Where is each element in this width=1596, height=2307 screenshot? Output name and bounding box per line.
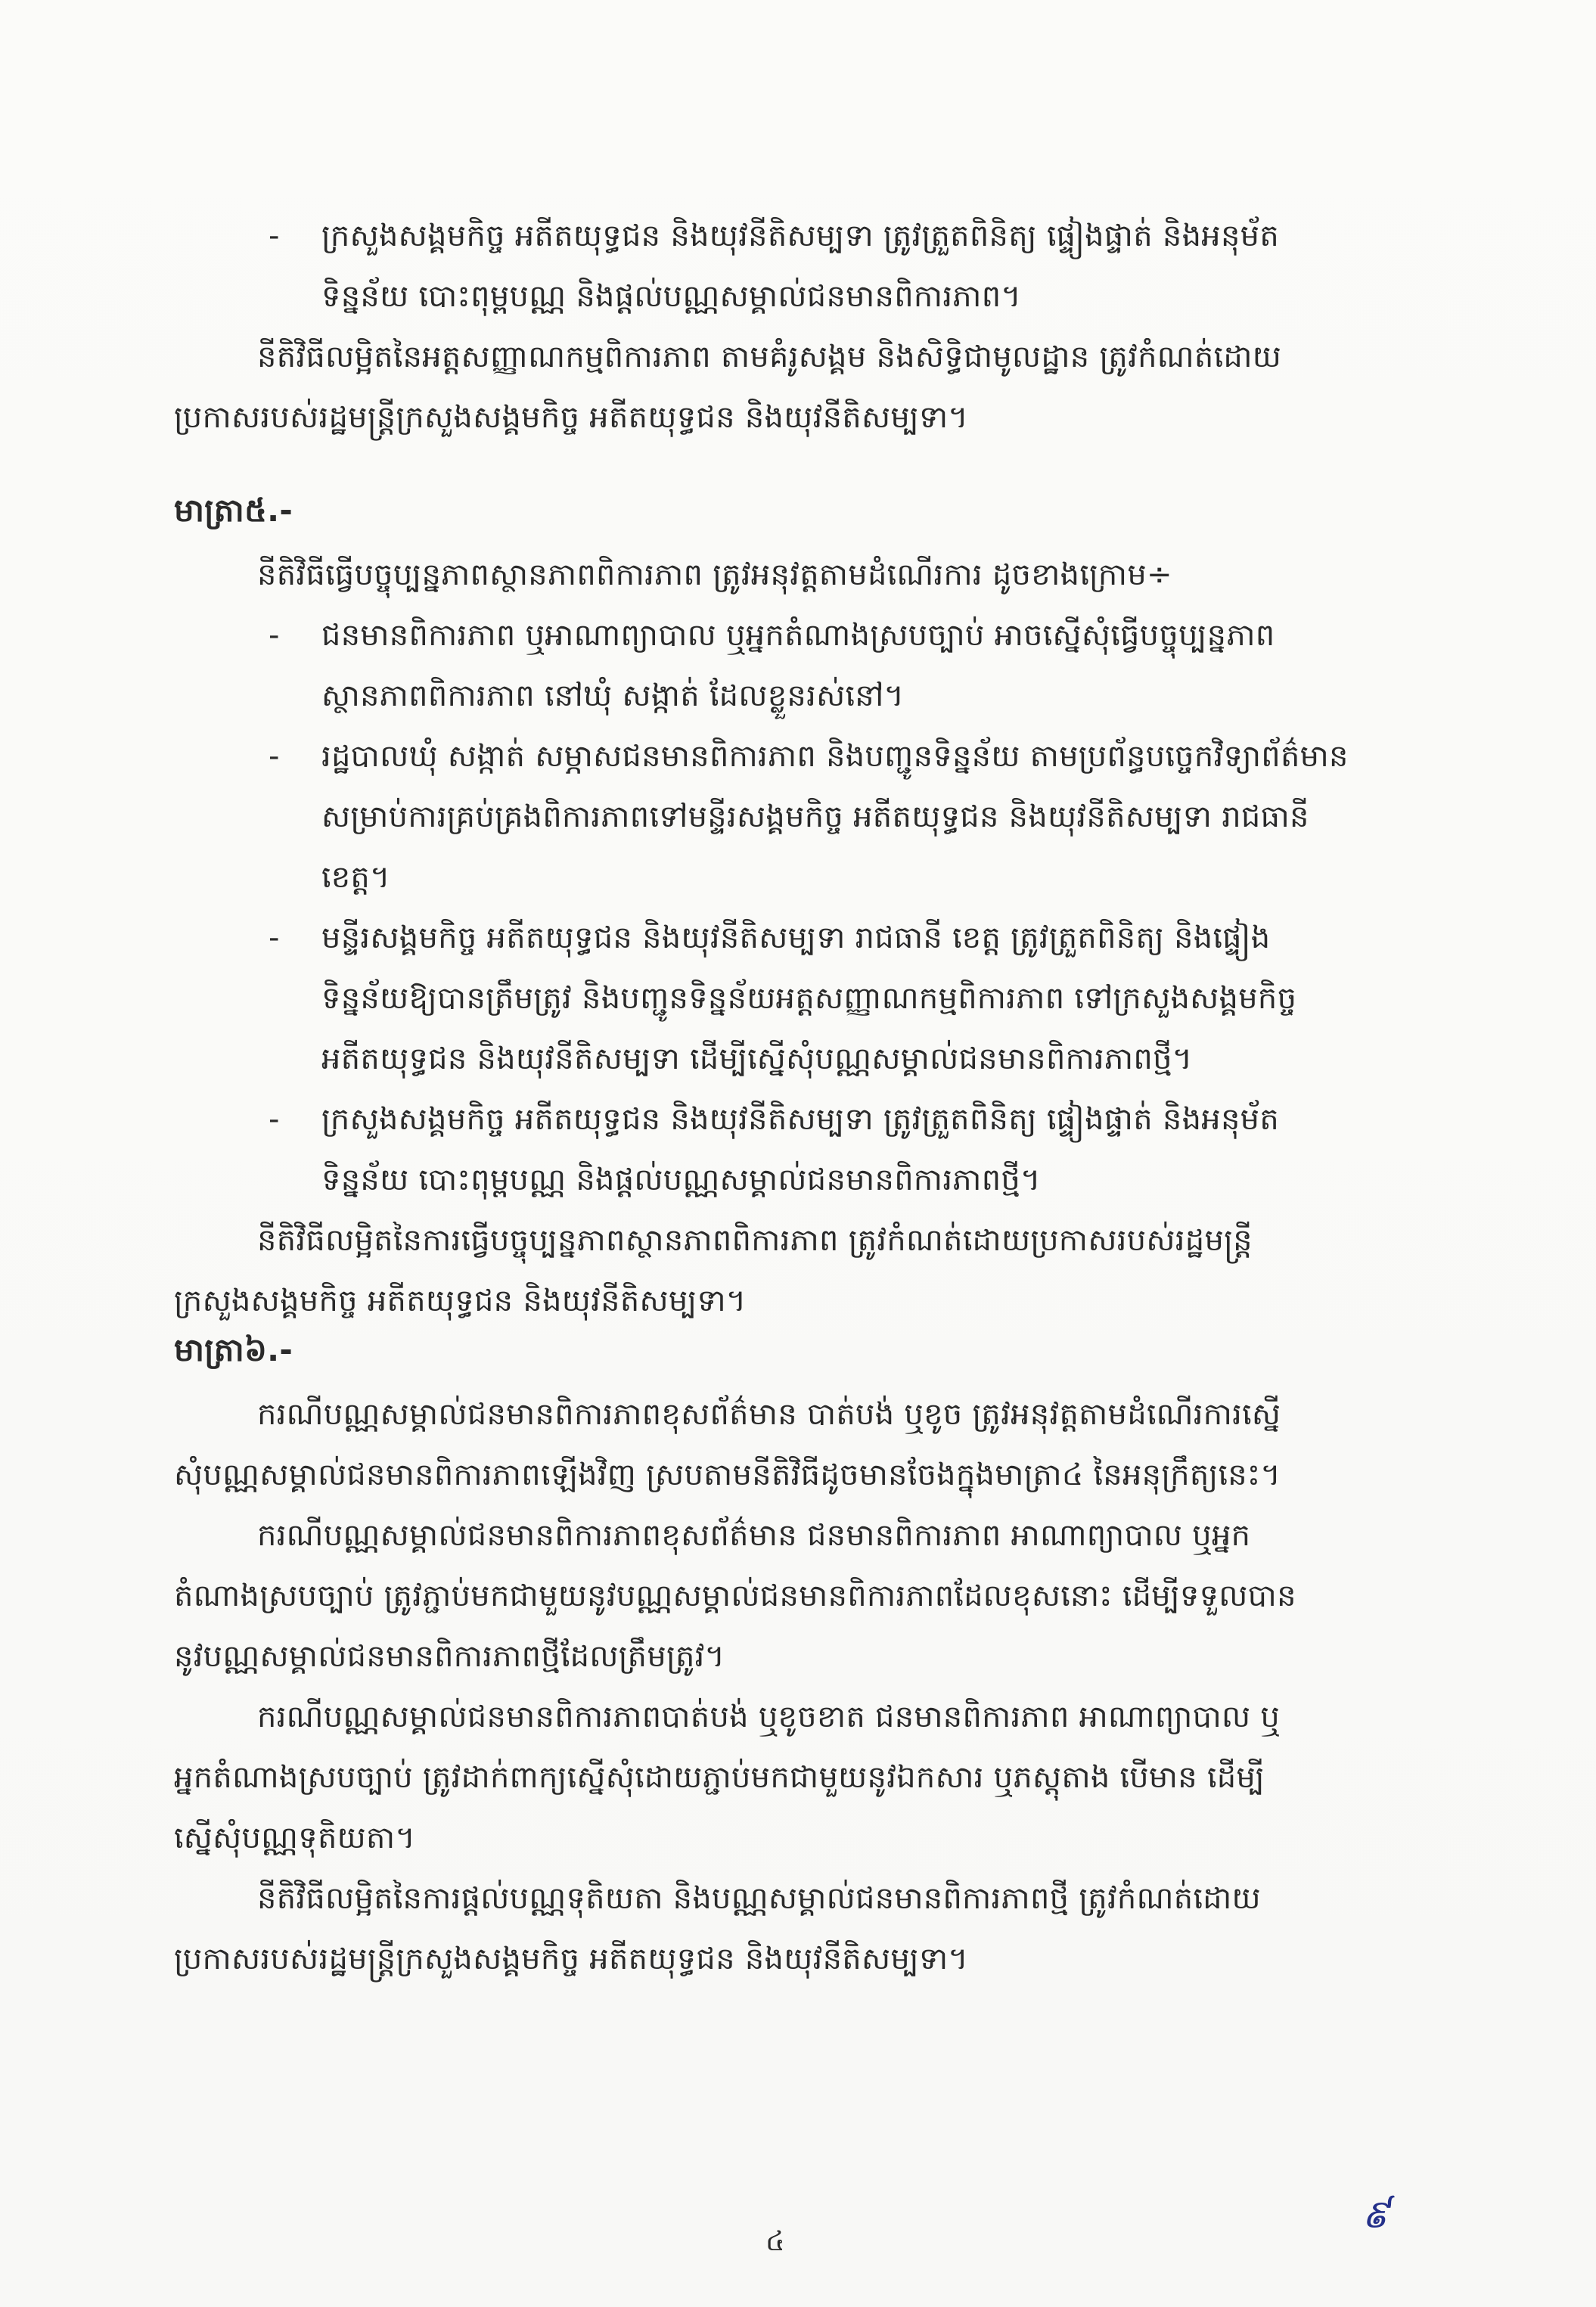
bullet-continuation	[174, 1029, 1399, 1089]
bullet-dash: -	[269, 739, 280, 774]
bullet-continuation	[174, 266, 1399, 327]
article-5-intro: នីតិវិធីធ្វើបច្ចុប្បន្នភាពស្ថានភាពពិការភាព ត្រូវអនុវត្តតាមដំណើរការ ដូចខាងក្រោម÷	[257, 557, 1172, 592]
paragraph-line: ប្រកាសរបស់រដ្ឋមន្ត្រីក្រសួងសង្គមកិច្ច អតីតយុទ្ធជន និងយុវនីតិសម្បទា។	[174, 1942, 969, 1976]
page-number: ៤	[765, 2226, 785, 2257]
bullet-line: ជនមានពិការភាព ឬអាណាព្យាបាល ឬអ្នកតំណាងស្របច្បាប់ អាចស្នើសុំធ្វើបច្ចុប្បន្នភាព	[321, 618, 1275, 653]
bullet-line: ក្រសួងសង្គមកិច្ច អតីតយុទ្ធជន និងយុវនីតិសម្បទា ត្រូវត្រួតពិនិត្យ ផ្ទៀងផ្ទាត់ និងអនុម័ត	[321, 219, 1280, 253]
bullet-line: ទិន្នន័យ បោះពុម្ពបណ្ណ និងផ្តល់បណ្ណសម្គាល់ជនមានពិការភាព។	[321, 279, 1022, 314]
article-5-heading: មាត្រា៥.-	[174, 492, 293, 529]
bullet-line: ខេត្ត។	[321, 860, 390, 895]
bullet-dash: -	[269, 618, 280, 653]
bullet-item	[174, 206, 1399, 266]
bullet-continuation	[174, 787, 1399, 847]
bullet-item	[174, 908, 1399, 968]
handwritten-page-stamp: ៩	[1362, 2192, 1390, 2237]
bullet-line: ក្រសួងសង្គមកិច្ច អតីតយុទ្ធជន និងយុវនីតិសម្បទា ត្រូវត្រួតពិនិត្យ ផ្ទៀងផ្ទាត់ និងអនុម័ត	[321, 1102, 1280, 1137]
bullet-dash: -	[269, 219, 280, 253]
article-6-heading: មាត្រា៦.-	[174, 1331, 293, 1368]
paragraph-line: ស្នើសុំបណ្ណទុតិយតា។	[174, 1821, 416, 1855]
paragraph-line: នីតិវិធីលម្អិតនៃការធ្វើបច្ចុប្បន្នភាពស្ថានភាពពិការភាព ត្រូវកំណត់ដោយប្រកាសរបស់រដ្ឋមន្ត្រី	[257, 1223, 1253, 1258]
paragraph-line: ករណីបណ្ណសម្គាល់ជនមានពិការភាពខុសព័ត៌មាន បាត់បង់ ឬខូច ត្រូវអនុវត្តតាមដំណើរការស្នើ	[257, 1397, 1281, 1432]
article-5-section	[174, 477, 1399, 1331]
paragraph-line: ក្រសួងសង្គមកិច្ច អតីតយុទ្ធជន និងយុវនីតិសម្បទា។	[174, 1284, 747, 1318]
bullet-line: ទិន្នន័យ បោះពុម្ពបណ្ណ និងផ្តល់បណ្ណសម្គាល់ជនមានពិការភាពថ្មី។	[321, 1163, 1041, 1197]
bullet-continuation	[174, 968, 1399, 1029]
paragraph-line: ប្រកាសរបស់រដ្ឋមន្ត្រីក្រសួងសង្គមកិច្ច អតីតយុទ្ធជន និងយុវនីតិសម្បទា។	[174, 400, 969, 435]
paragraph-line: ករណីបណ្ណសម្គាល់ជនមានពិការភាពខុសព័ត៌មាន ជនមានពិការភាព អាណាព្យាបាល ឬអ្នក	[257, 1518, 1251, 1553]
bullet-line: អតីតយុទ្ធជន និងយុវនីតិសម្បទា ដើម្បីស្នើសុំបណ្ណសម្គាល់ជនមានពិការភាពថ្មី។	[321, 1042, 1193, 1076]
paragraph-line: ករណីបណ្ណសម្គាល់ជនមានពិការភាពបាត់បង់ ឬខូចខាត ជនមានពិការភាព អាណាព្យាបាល ឬ	[257, 1700, 1281, 1734]
paragraph-line: នីតិវិធីលម្អិតនៃការផ្តល់បណ្ណទុតិយតា និងបណ្ណសម្គាល់ជនមានពិការភាពថ្មី ត្រូវកំណត់ដោយ	[257, 1881, 1261, 1916]
bullet-item	[174, 726, 1399, 787]
paragraph-line: តំណាងស្របច្បាប់ ត្រូវភ្ជាប់មកជាមួយនូវបណ្ណសម្គាល់ជនមានពិការភាពដែលខុសនោះ ដើម្បីទទួលបាន	[174, 1579, 1296, 1613]
paragraph-line: សុំបណ្ណសម្គាល់ជនមានពិការភាពឡើងវិញ ស្របតាមនីតិវិធីដូចមានចែងក្នុងមាត្រា៤ នៃអនុក្រឹត្យនេះ។	[174, 1458, 1281, 1492]
bullet-continuation	[174, 666, 1399, 726]
paragraph-line: នីតិវិធីលម្អិតនៃអត្តសញ្ញាណកម្មពិការភាព តាមគំរូសង្គម និងសិទ្ធិជាមូលដ្ឋាន ត្រូវកំណត់ដោយ	[257, 340, 1282, 374]
bullet-line: មន្ទីរសង្គមកិច្ច អតីតយុទ្ធជន និងយុវនីតិសម្បទា រាជធានី ខេត្ត ត្រូវត្រួតពិនិត្យ និងផ្ទៀង	[321, 921, 1271, 955]
bullet-item	[174, 605, 1399, 666]
bullet-continuation	[174, 847, 1399, 908]
bullet-line: ទិន្នន័យឱ្យបានត្រឹមត្រូវ និងបញ្ជូនទិន្នន័យអត្តសញ្ញាណកម្មពិការភាព ទៅក្រសួងសង្គមកិច្ច	[321, 981, 1297, 1016]
bullet-line: សម្រាប់ការគ្រប់គ្រងពិការភាពទៅមន្ទីរសង្គមកិច្ច អតីតយុទ្ធជន និងយុវនីតិសម្បទា រាជធានី	[321, 800, 1309, 834]
bullet-line: ស្ថានភាពពិការភាព នៅឃុំ សង្កាត់ ដែលខ្លួនរស់នៅ។	[321, 678, 905, 713]
paragraph-line: អ្នកតំណាងស្របច្បាប់ ត្រូវដាក់ពាក្យស្នើសុំដោយភ្ជាប់មកជាមួយនូវឯកសារ ឬភស្តុតាង បើមាន ដើម្បី	[174, 1760, 1265, 1795]
article-6-section	[174, 1316, 1399, 1989]
bullet-item	[174, 1089, 1399, 1150]
bullet-line: រដ្ឋបាលឃុំ សង្កាត់ សម្ភាសជនមានពិការភាព និងបញ្ជូនទិន្នន័យ តាមប្រព័ន្ធបច្ចេកវិទ្យាព័ត៌មាន	[321, 739, 1349, 774]
bullet-dash: -	[269, 921, 280, 955]
paragraph-line: នូវបណ្ណសម្គាល់ជនមានពិការភាពថ្មីដែលត្រឹមត្រូវ។	[174, 1639, 725, 1674]
bullet-continuation	[174, 1150, 1399, 1210]
bullet-dash: -	[269, 1102, 280, 1137]
intro-section	[174, 206, 1399, 448]
